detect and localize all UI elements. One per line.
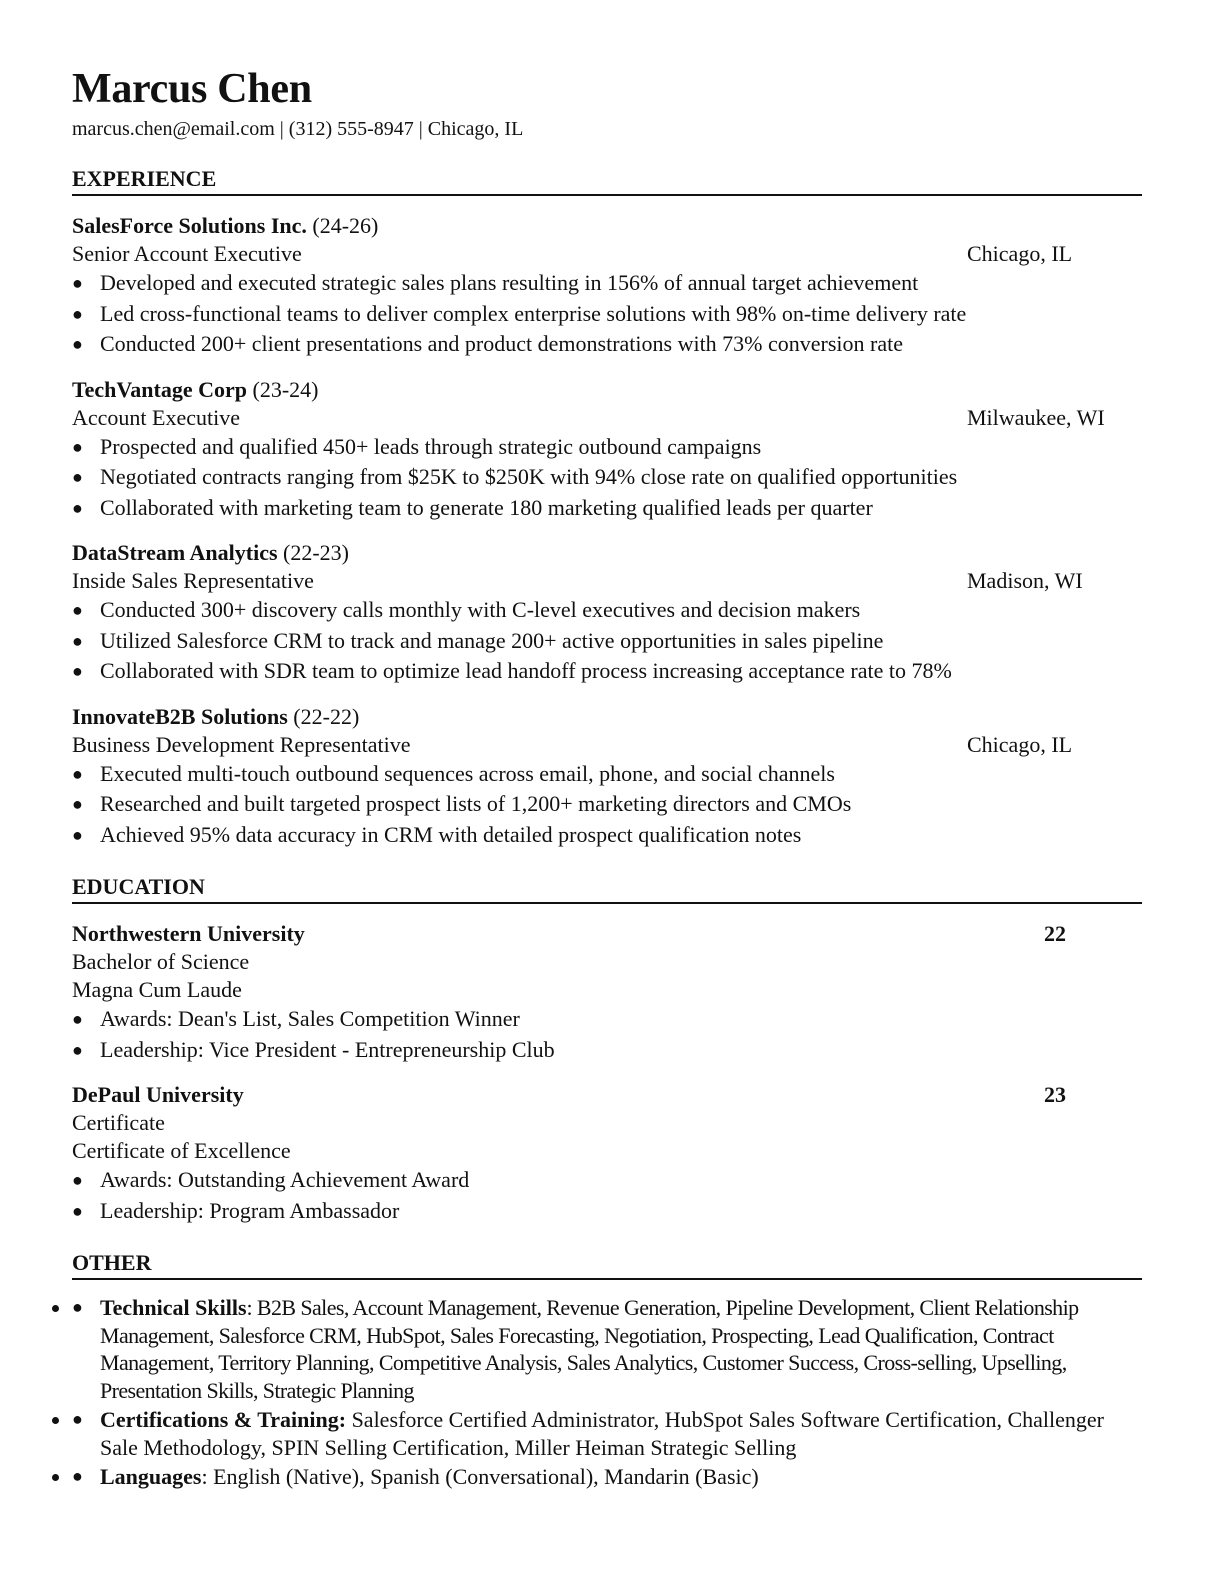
- languages-label: Languages: [100, 1464, 202, 1489]
- graduation-year: 23: [1044, 1082, 1066, 1107]
- skills-label: Technical Skills: [100, 1295, 247, 1320]
- contact-line: marcus.chen@email.com | (312) 555-8947 | Chicago, IL: [72, 118, 524, 140]
- bullet-icon: ●: [72, 824, 83, 845]
- honor: Magna Cum Laude: [72, 977, 242, 1002]
- list-item: ● Achieved 95% data accuracy in CRM with detailed prospect qualification notes: [72, 820, 1142, 851]
- school-name: Northwestern University: [72, 921, 305, 946]
- job-location: Milwaukee, WI: [967, 404, 1105, 430]
- candidate-name: Marcus Chen: [72, 66, 312, 112]
- bullet-icon: ●: [72, 497, 83, 518]
- company-name: DataStream Analytics: [72, 540, 278, 565]
- bullet-icon: ●: [72, 436, 83, 457]
- job-entry: [72, 539, 1142, 687]
- list-item: ● Conducted 300+ discovery calls monthly with C-level executives and decision makers: [72, 595, 1142, 626]
- job-bullets: [72, 595, 1142, 687]
- degree: Bachelor of Science: [72, 949, 250, 974]
- list-item: ● Awards: Dean's List, Sales Competition Winner: [72, 1004, 1142, 1035]
- list-item: ● Conducted 200+ client presentations and product demonstrations with 73% conversion rate: [72, 329, 1142, 360]
- bullet-icon: ●: [72, 794, 83, 814]
- list-item: ● Collaborated with SDR team to optimize lead handoff process increasing acceptance rate to 78%: [72, 656, 1142, 687]
- list-item: ● Developed and executed strategic sales plans resulting in 156% of annual target achievement: [72, 268, 1142, 299]
- list-item: • ● Languages: English (Native), Spanish (Conversational), Mandarin (Basic): [72, 1463, 1142, 1491]
- job-role: Inside Sales Representative: [72, 568, 314, 593]
- section-title-experience: EXPERIENCE: [72, 166, 1142, 196]
- list-item: ● Collaborated with marketing team to generate 180 marketing qualified leads per quarter: [72, 493, 1142, 524]
- bullet-icon: ●: [72, 1170, 83, 1190]
- list-item: ● Prospected and qualified 450+ leads through strategic outbound campaigns: [72, 432, 1142, 463]
- list-item: ● Awards: Outstanding Achievement Award: [72, 1165, 1142, 1196]
- certifications-label: Certifications & Training:: [100, 1407, 347, 1432]
- job-role: Business Development Representative: [72, 731, 411, 757]
- list-item: ● Leadership: Program Ambassador: [72, 1196, 1142, 1227]
- other-list: [72, 1294, 1142, 1491]
- bullet-icon: ●: [72, 763, 83, 784]
- job-location: Chicago, IL: [967, 241, 1073, 266]
- list-item: ● Executed multi-touch outbound sequences across email, phone, and social channels: [72, 759, 1142, 790]
- list-item: ● Leadership: Vice President - Entrepreneurship Club: [72, 1035, 1142, 1066]
- bullet-icon: • ●: [72, 1466, 83, 1486]
- list-item: • ● Certifications & Training: Salesforce Certified Administrator, HubSpot Sales Software Certification, Challenger Sale Methodology, SPIN Selling Certification, Miller Heiman Strategic Selling: [72, 1406, 1142, 1461]
- list-item: ● Utilized Salesforce CRM to track and manage 200+ active opportunities in sales pipeline: [72, 626, 1142, 657]
- degree: Certificate: [72, 1110, 165, 1135]
- bullet-icon: ●: [72, 334, 83, 354]
- bullet-icon: ●: [72, 1039, 83, 1060]
- bullet-icon: • ●: [72, 1409, 83, 1429]
- job-location: Chicago, IL: [967, 731, 1073, 757]
- bullet-icon: ●: [72, 630, 83, 651]
- job-entry: [72, 212, 1142, 360]
- job-bullets: [72, 759, 1142, 851]
- job-entry: [72, 376, 1142, 524]
- bullet-icon: ●: [72, 467, 83, 487]
- bullet-icon: ●: [72, 273, 83, 293]
- company-name: TechVantage Corp: [72, 376, 248, 402]
- company-name: InnovateB2B Solutions: [72, 703, 288, 729]
- job-dates: (22-23): [277, 540, 350, 565]
- list-item: ● Led cross-functional teams to deliver complex enterprise solutions with 98% on-time delivery rate: [72, 299, 1142, 330]
- section-title-education: EDUCATION: [72, 874, 1142, 904]
- job-dates: (23-24): [247, 376, 319, 402]
- list-item: ● Negotiated contracts ranging from $25K to $250K with 94% close rate on qualified opportunities: [72, 462, 1142, 493]
- job-bullets: [72, 268, 1142, 360]
- section-title-other: OTHER: [72, 1250, 1142, 1280]
- list-item: ● Researched and built targeted prospect lists of 1,200+ marketing directors and CMOs: [72, 789, 1142, 820]
- education-entry: [72, 1081, 1142, 1226]
- job-entry: [72, 703, 1142, 851]
- company-name: SalesForce Solutions Inc.: [72, 213, 307, 238]
- bullet-icon: ●: [72, 661, 83, 681]
- honor: Certificate of Excellence: [72, 1138, 291, 1163]
- education-entry: [72, 920, 1142, 1065]
- job-role: Senior Account Executive: [72, 241, 302, 266]
- job-dates: (22-22): [287, 703, 360, 729]
- school-name: DePaul University: [72, 1082, 244, 1107]
- job-bullets: [72, 432, 1142, 524]
- bullet-icon: ●: [72, 600, 83, 620]
- bullet-icon: ●: [72, 1200, 83, 1221]
- bullet-icon: ●: [72, 303, 83, 324]
- education-bullets: [72, 1004, 1142, 1065]
- job-location: Madison, WI: [967, 568, 1083, 593]
- list-item: • ● Technical Skills: B2B Sales, Account Management, Revenue Generation, Pipeline Development, Client Relationship Management, Salesforce CRM, HubSpot, Sales Forecasting, Negotiation, Prospecting, Lead Qualification, Contract Management, Territory Planning, Competitive Analysis, Sales Analytics, Customer Success, Cross-selling, Upselling, Presentation Skills, Strategic Planning: [72, 1294, 1142, 1404]
- resume-page: [72, 64, 1142, 1493]
- job-dates: (24-26): [306, 213, 379, 238]
- education-bullets: [72, 1165, 1142, 1226]
- job-role: Account Executive: [72, 404, 240, 430]
- bullet-icon: • ●: [72, 1297, 83, 1317]
- graduation-year: 22: [1044, 921, 1066, 946]
- bullet-icon: ●: [72, 1009, 83, 1029]
